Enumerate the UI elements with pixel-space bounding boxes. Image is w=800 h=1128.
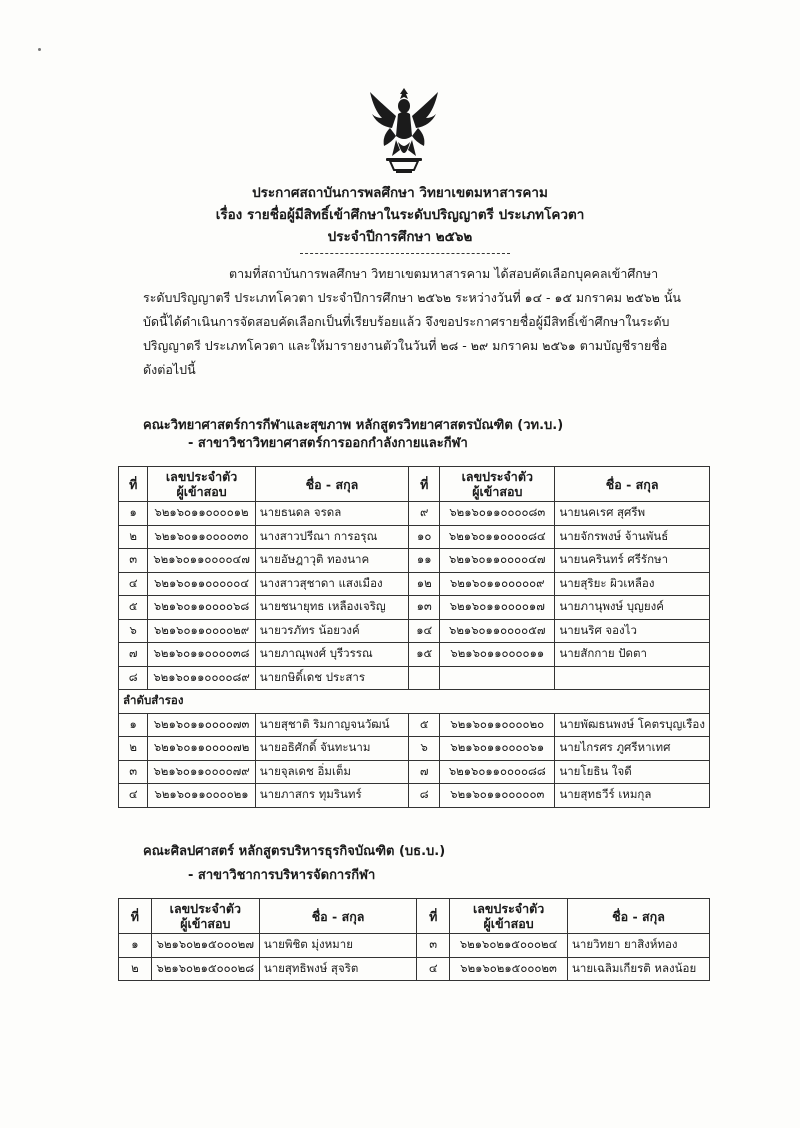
scan-speck <box>38 48 41 51</box>
row-number: ๓ <box>119 549 148 573</box>
applicant-id: ๖๒๑๖๐๑๑๐๐๐๐๘๙ <box>148 666 255 690</box>
section2-table <box>118 898 710 981</box>
applicant-name: นายสุทธวีร์ เหมกุล <box>555 784 710 808</box>
row-number: ๑๐ <box>409 525 440 549</box>
section2-faculty: คณะศิลปศาสตร์ หลักสูตรบริหารธุรกิจบัณฑิต (บธ.บ.) <box>143 844 446 859</box>
intro-line-5: ดังต่อไปนี้ <box>143 362 196 377</box>
section1-faculty: คณะวิทยาศาสตร์การกีฬาและสุขภาพ หลักสูตรวิทยาศาสตรบัณฑิต (วท.บ.) <box>143 418 564 433</box>
applicant-id: ๖๒๑๖๐๑๑๐๐๐๐๖๑ <box>440 737 555 761</box>
row-number: ๔ <box>119 784 148 808</box>
table-row <box>119 957 710 981</box>
applicant-id: ๖๒๑๖๐๒๑๕๐๐๐๒๘ <box>151 957 259 981</box>
row-number: ๑ <box>119 713 148 737</box>
applicant-name: นายจักรพงษ์ จ้านพันธ์ <box>555 525 710 549</box>
applicant-id: ๖๒๑๖๐๑๑๐๐๐๐๘๓ <box>440 502 555 526</box>
col-no: ที่ <box>417 899 450 934</box>
intro-paragraph <box>143 262 688 382</box>
applicant-name: นายภาสกร ทุมรินทร์ <box>255 784 408 808</box>
col-id-line2: ผู้เข้าสอบ <box>472 484 523 499</box>
header-line-3: ประจำปีการศึกษา ๒๕๖๒ <box>327 229 473 245</box>
table-row <box>119 525 710 549</box>
row-number: ๑๓ <box>409 596 440 620</box>
row-number: ๑๒ <box>409 572 440 596</box>
row-number: ๕ <box>409 713 440 737</box>
row-number: ๑ <box>119 502 148 526</box>
applicant-id: ๖๒๑๖๐๒๑๕๐๐๐๒๓ <box>450 957 568 981</box>
applicant-id: ๖๒๑๖๐๑๑๐๐๐๐๔๗ <box>148 549 255 573</box>
applicant-name: นายภานุพงษ์ บุญยงค์ <box>555 596 710 620</box>
applicant-name: นายอัษฎาวุติ ทองนาค <box>255 549 408 573</box>
col-id-line1: เลขประจำตัว <box>165 469 238 484</box>
applicant-id: ๖๒๑๖๐๑๑๐๐๐๐๘๘ <box>440 760 555 784</box>
header-line-1: ประกาศสถาบันการพลศึกษา วิทยาเขตมหาสารคาม <box>252 185 548 201</box>
applicant-id: ๖๒๑๖๐๑๑๐๐๐๐๐๓ <box>440 784 555 808</box>
col-id-line2: ผู้เข้าสอบ <box>483 916 534 931</box>
applicant-id: ๖๒๑๖๐๑๑๐๐๐๐๒๑ <box>148 784 255 808</box>
row-number: ๗ <box>409 760 440 784</box>
col-no: ที่ <box>409 467 440 502</box>
intro-line-1: ตามที่สถาบันการพลศึกษา วิทยาเขตมหาสารคาม ได้สอบคัดเลือกบุคคลเข้าศึกษา <box>229 266 659 281</box>
applicant-name: นายวรภัทร น้อยวงค์ <box>255 619 408 643</box>
applicant-id: ๖๒๑๖๐๑๑๐๐๐๐๔๗ <box>440 549 555 573</box>
table-row <box>119 549 710 573</box>
section1-table <box>118 466 710 808</box>
intro-line-3: บัดนี้ได้ดำเนินการจัดสอบคัดเลือกเป็นที่เรียบร้อยแล้ว จึงขอประกาศรายชื่อผู้มีสิทธิ์เข้าศึกษาในระดับ <box>143 314 670 329</box>
row-number: ๕ <box>119 596 148 620</box>
applicant-name: นายพิชิต มุ่งหมาย <box>259 934 416 958</box>
intro-line-2: ระดับปริญญาตรี ประเภทโควตา ประจำปีการศึกษา ๒๕๖๒ ระหว่างวันที่ ๑๔ - ๑๕ มกราคม ๒๕๖๒ นั้น <box>143 290 681 305</box>
row-number: ๖ <box>119 619 148 643</box>
header-divider <box>300 253 510 254</box>
applicant-id: ๖๒๑๖๐๑๑๐๐๐๐๗๒ <box>148 737 255 761</box>
applicant-id: ๖๒๑๖๐๒๑๕๐๐๐๒๔ <box>450 934 568 958</box>
col-name: ชื่อ - สกุล <box>255 467 408 502</box>
applicant-name: นางสาวปรีณา การอรุณ <box>255 525 408 549</box>
row-number: ๑๑ <box>409 549 440 573</box>
applicant-name <box>555 666 710 690</box>
col-id-line2: ผู้เข้าสอบ <box>180 916 231 931</box>
applicant-id: ๖๒๑๖๐๒๑๕๐๐๐๒๗ <box>151 934 259 958</box>
table-header-row <box>119 899 710 934</box>
col-id-line1: เลขประจำตัว <box>461 469 533 484</box>
applicant-name: นายนริศ จองไว <box>555 619 710 643</box>
col-name: ชื่อ - สกุล <box>568 899 710 934</box>
section1-major: - สาขาวิชาวิทยาศาสตร์การออกกำลังกายและกีฬา <box>188 436 468 451</box>
col-id <box>440 467 555 502</box>
garuda-emblem-icon <box>366 84 442 176</box>
applicant-name: นางสาวสุชาดา แสงเมือง <box>255 572 408 596</box>
applicant-name: นายชนายุทธ เหลืองเจริญ <box>255 596 408 620</box>
applicant-name: นายพัฒธนพงษ์ โคตรบุญเรือง <box>555 713 710 737</box>
applicant-name: นายกษิดิ์เดช ประสาร <box>255 666 408 690</box>
applicant-id: ๖๒๑๖๐๑๑๐๐๐๐๓๐ <box>148 525 255 549</box>
row-number: ๙ <box>409 502 440 526</box>
col-id <box>148 467 255 502</box>
applicant-name: นายภาณุพงศ์ บุรีวรรณ <box>255 643 408 667</box>
row-number: ๒ <box>119 737 148 761</box>
applicant-id: ๖๒๑๖๐๑๑๐๐๐๐๗๙ <box>148 760 255 784</box>
col-name: ชื่อ - สกุล <box>259 899 416 934</box>
row-number: ๑๔ <box>409 619 440 643</box>
row-number: ๓ <box>417 934 450 958</box>
applicant-id: ๖๒๑๖๐๑๑๐๐๐๐๒๐ <box>440 713 555 737</box>
applicant-id: ๖๒๑๖๐๑๑๐๐๐๐๓๘ <box>148 643 255 667</box>
reserve-label-row <box>119 690 710 714</box>
applicant-id: ๖๒๑๖๐๑๑๐๐๐๐๗๓ <box>148 713 255 737</box>
col-id-line1: เลขประจำตัว <box>169 901 241 916</box>
col-no: ที่ <box>119 899 152 934</box>
table-row <box>119 934 710 958</box>
table-row <box>119 737 710 761</box>
col-id-line1: เลขประจำตัว <box>472 901 545 916</box>
applicant-name: นายสุทธิพงษ์ สุจริต <box>259 957 416 981</box>
applicant-id: ๖๒๑๖๐๑๑๐๐๐๐๕๗ <box>440 619 555 643</box>
row-number: ๑ <box>119 934 152 958</box>
applicant-id: ๖๒๑๖๐๑๑๐๐๐๐๒๙ <box>148 619 255 643</box>
applicant-name: นายอธิศักดิ์ จันทะนาม <box>255 737 408 761</box>
applicant-name: นายเฉลิมเกียรติ หลงน้อย <box>568 957 710 981</box>
row-number: ๘ <box>119 666 148 690</box>
applicant-name: นายวิทยา ยาสิงห์ทอง <box>568 934 710 958</box>
row-number: ๖ <box>409 737 440 761</box>
applicant-id: ๖๒๑๖๐๑๑๐๐๐๐๑๒ <box>148 502 255 526</box>
table-row <box>119 643 710 667</box>
applicant-name: นายจุลเดช อิ่มเต็ม <box>255 760 408 784</box>
applicant-name: นายนครินทร์ ศรีรักษา <box>555 549 710 573</box>
intro-line-4: ปริญญาตรี ประเภทโควตา และให้มารายงานตัวในวันที่ ๒๘ - ๒๙ มกราคม ๒๕๖๑ ตามบัญชีรายชื่อ <box>143 338 668 353</box>
row-number: ๘ <box>409 784 440 808</box>
table-header-row <box>119 467 710 502</box>
row-number: ๓ <box>119 760 148 784</box>
header-line-2: เรื่อง รายชื่อผู้มีสิทธิ์เข้าศึกษาในระดับปริญญาตรี ประเภทโควตา <box>215 207 585 223</box>
applicant-name: นายธนดล จรดล <box>255 502 408 526</box>
row-number: ๑๕ <box>409 643 440 667</box>
applicant-id <box>440 666 555 690</box>
row-number: ๗ <box>119 643 148 667</box>
row-number: ๔ <box>119 572 148 596</box>
reserve-label: ลำดับสำรอง <box>119 690 710 714</box>
applicant-name: นายนคเรศ สุศรีพ <box>555 502 710 526</box>
row-number: ๔ <box>417 957 450 981</box>
table-row <box>119 784 710 808</box>
table-row <box>119 713 710 737</box>
applicant-name: นายสักกาย ปัดตา <box>555 643 710 667</box>
applicant-id: ๖๒๑๖๐๑๑๐๐๐๐๑๑ <box>440 643 555 667</box>
applicant-id: ๖๒๑๖๐๑๑๐๐๐๐๐๔ <box>148 572 255 596</box>
applicant-name: นายสุริยะ ผิวเหลือง <box>555 572 710 596</box>
applicant-id: ๖๒๑๖๐๑๑๐๐๐๐๐๙ <box>440 572 555 596</box>
table-row <box>119 760 710 784</box>
table-row <box>119 502 710 526</box>
applicant-name: นายไกรศร ภูศรีหาเทศ <box>555 737 710 761</box>
col-no: ที่ <box>119 467 148 502</box>
table-row <box>119 666 710 690</box>
applicant-id: ๖๒๑๖๐๑๑๐๐๐๐๑๗ <box>440 596 555 620</box>
applicant-id: ๖๒๑๖๐๑๑๐๐๐๐๖๘ <box>148 596 255 620</box>
row-number: ๒ <box>119 957 152 981</box>
applicant-name: นายโยธิน ใจดี <box>555 760 710 784</box>
table-row <box>119 596 710 620</box>
row-number: ๒ <box>119 525 148 549</box>
table-row <box>119 619 710 643</box>
col-id-line2: ผู้เข้าสอบ <box>176 484 227 499</box>
col-id <box>450 899 568 934</box>
applicant-name: นายสุชาติ ริมกาญจนวัฒน์ <box>255 713 408 737</box>
table-row <box>119 572 710 596</box>
applicant-id: ๖๒๑๖๐๑๑๐๐๐๐๘๔ <box>440 525 555 549</box>
col-name: ชื่อ - สกุล <box>555 467 710 502</box>
announcement-header <box>0 182 800 248</box>
col-id <box>151 899 259 934</box>
row-number <box>409 666 440 690</box>
section2-major: - สาขาวิชาการบริหารจัดการกีฬา <box>188 868 376 883</box>
